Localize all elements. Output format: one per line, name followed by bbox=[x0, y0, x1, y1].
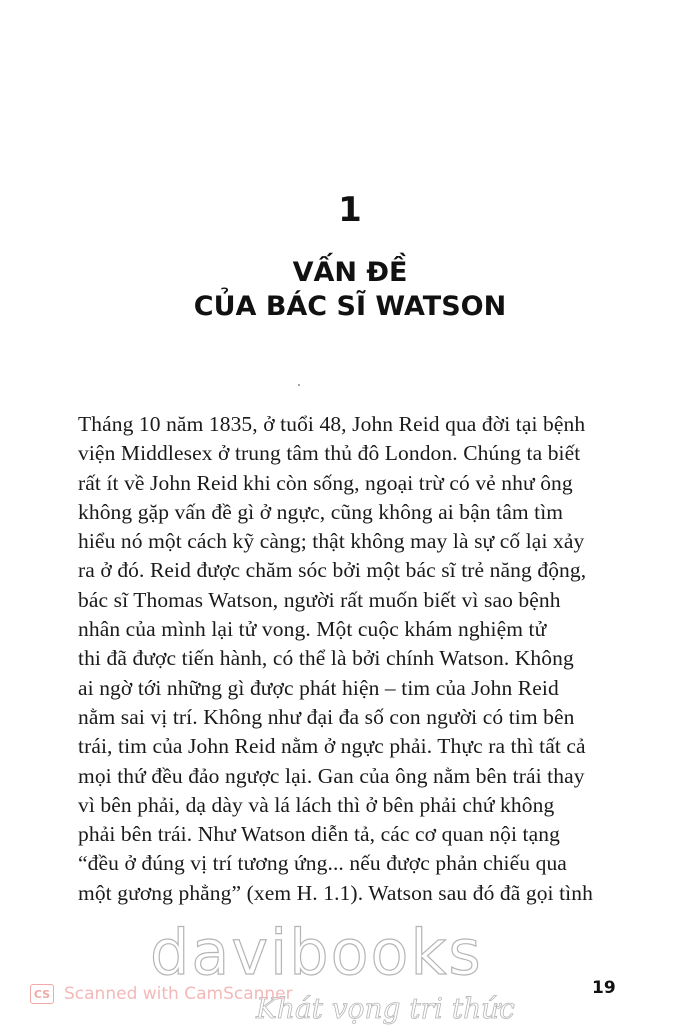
text-line: phải bên trái. Như Watson diễn tả, các cơ quan nội tạng bbox=[78, 822, 560, 847]
text-line: nhân của mình lại tử vong. Một cuộc khám nghiệm tử bbox=[78, 617, 547, 642]
chapter-title-line-1: VẤN ĐỀ bbox=[292, 257, 408, 288]
camscanner-text: Scanned with CamScanner bbox=[64, 984, 293, 1004]
text-line: ai ngờ tới những gì được phát hiện – tim của John Reid bbox=[78, 675, 559, 700]
text-line: mọi thứ đều đảo ngược lại. Gan của ông nằm bên trái thay bbox=[78, 763, 585, 788]
davibooks-watermark: davibooks bbox=[150, 916, 483, 989]
scan-speck bbox=[298, 384, 300, 386]
text-line: rất ít về John Reid khi còn sống, ngoại trừ có vẻ như ông bbox=[78, 470, 573, 495]
chapter-title-line-2: CỦA BÁC SĨ WATSON bbox=[193, 291, 507, 322]
text-line: vì bên phải, dạ dày và lá lách thì ở bên phải chứ không bbox=[78, 792, 555, 817]
camscanner-watermark bbox=[30, 984, 293, 1004]
watermark-slogan: Khát vọng tri thức bbox=[256, 992, 515, 1025]
text-line: bác sĩ Thomas Watson, người rất muốn biết vì sao bệnh bbox=[78, 587, 561, 612]
text-line: hiểu nó một cách kỹ càng; thật không may là sự cố lại xảy bbox=[78, 529, 585, 554]
text-line: trái, tim của John Reid nằm ở ngực phải. Thực ra thì tất cả bbox=[78, 734, 586, 759]
text-line: không gặp vấn đề gì ở ngực, cũng không ai bận tâm tìm bbox=[78, 499, 564, 524]
text-line: Tháng 10 năm 1835, ở tuổi 48, John Reid qua đời tại bệnh bbox=[78, 412, 586, 436]
text-line: “đều ở đúng vị trí tương ứng... nếu được phản chiếu qua bbox=[78, 851, 567, 876]
text-line: thi đã được tiến hành, có thể là bởi chính Watson. Không bbox=[78, 646, 574, 671]
page-number: 19 bbox=[592, 978, 616, 998]
text-line: viện Middlesex ở trung tâm thủ đô London. Chúng ta biết bbox=[78, 441, 581, 466]
body-paragraph bbox=[78, 410, 646, 908]
chapter-number: 1 bbox=[338, 190, 362, 230]
chapter-title bbox=[0, 256, 700, 324]
text-line: ra ở đó. Reid được chăm sóc bởi một bác sĩ trẻ năng động, bbox=[78, 558, 587, 583]
text-line: một gương phẳng” (xem H. 1.1). Watson sau đó đã gọi tình bbox=[78, 880, 593, 905]
text-line: nằm sai vị trí. Không như đại đa số con người có tim bên bbox=[78, 704, 575, 729]
camscanner-logo-icon: CS bbox=[30, 984, 54, 1004]
